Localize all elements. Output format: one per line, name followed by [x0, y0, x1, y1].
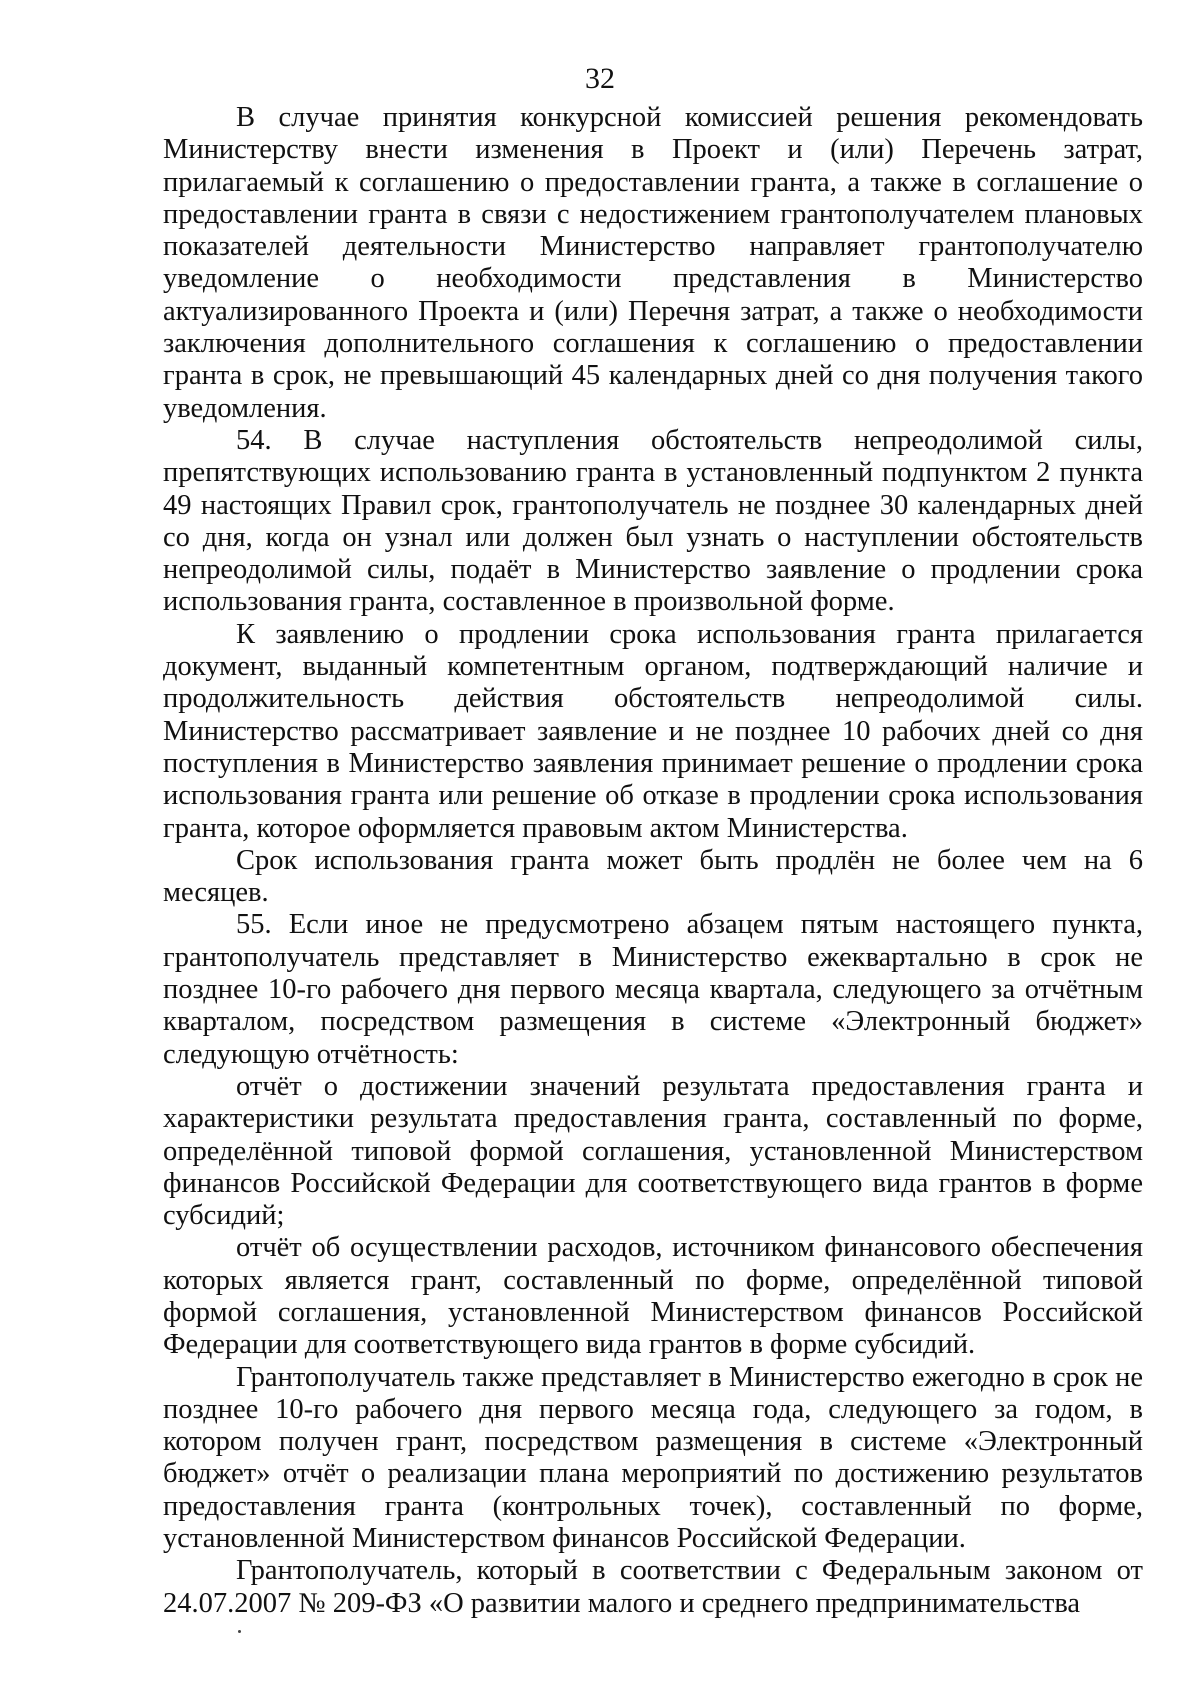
paragraph-annual-report: Грантополучатель также представляет в Министерство ежегодно в срок не позднее 10-го рабочего дня первого месяца года, следующего за годом, в котором получен грант, посредством размещения в системе «Электронный бюджет» отчёт о реализации плана мероприятий по достижению результатов предоставления гранта (контрольных точек), составленный по форме, установленной Министерством финансов Российской Федерации.: [163, 1361, 1143, 1555]
paragraph-extension-term: Срок использования гранта может быть продлён не более чем на 6 месяцев.: [163, 844, 1143, 909]
paragraph-report-expenses: отчёт об осуществлении расходов, источником финансового обеспечения которых является грант, составленный по форме, определённой типовой формой соглашения, установленной Министерством финансов Российской Федерации для соответствующего вида грантов в форме субсидий.: [163, 1232, 1143, 1361]
paragraph-item-54: 54. В случае наступления обстоятельств непреодолимой силы, препятствующих использованию гранта в установленный подпунктом 2 пункта 49 настоящих Правил срок, грантополучатель не позднее 30 календарных дней со дня, когда он узнал или должен был узнать о наступлении обстоятельств непреодолимой силы, подаёт в Министерство заявление о продлении срока использования гранта, составленное в произвольной форме.: [163, 424, 1143, 618]
paragraph-item-55: 55. Если иное не предусмотрено абзацем пятым настоящего пункта, грантополучатель представляет в Министерство ежеквартально в срок не позднее 10-го рабочего дня первого месяца квартала, следующего за отчётным кварталом, посредством размещения в системе «Электронный бюджет» следующую отчётность:: [163, 909, 1143, 1070]
scan-speck: [238, 1630, 241, 1633]
paragraph-extension-documents: К заявлению о продлении срока использования гранта прилагается документ, выданный компетентным органом, подтверждающий наличие и продолжительность действия обстоятельств непреодолимой силы. Министерство рассматривает заявление и не позднее 10 рабочих дней со дня поступления в Министерство заявления принимает решение о продлении срока использования гранта или решение об отказе в продлении срока использования гранта, которое оформляется правовым актом Министерства.: [163, 618, 1143, 844]
document-body: [163, 102, 1143, 1620]
page-number: 32: [585, 62, 615, 95]
paragraph-report-results: отчёт о достижении значений результата предоставления гранта и характеристики результата предоставления гранта, составленный по форме, определённой типовой формой соглашения, установленной Министерством финансов Российской Федерации для соответствующего вида грантов в форме субсидий;: [163, 1070, 1143, 1232]
paragraph-sme-grantee: Грантополучатель, который в соответствии с Федеральным законом от 24.07.2007 № 209-ФЗ «О развитии малого и среднего предпринимательства: [163, 1555, 1143, 1619]
paragraph-decision-commission: В случае принятия конкурсной комиссией решения рекомендовать Министерству внести изменения в Проект и (или) Перечень затрат, прилагаемый к соглашению о предоставлении гранта, а также в соглашение о предоставлении гранта в связи с недостижением грантополучателем плановых показателей деятельности Министерство направляет грантополучателю уведомление о необходимости представления в Министерство актуализированного Проекта и (или) Перечня затрат, а также о необходимости заключения дополнительного соглашения к соглашению о предоставлении гранта в срок, не превышающий 45 календарных дней со дня получения такого уведомления.: [163, 102, 1143, 424]
